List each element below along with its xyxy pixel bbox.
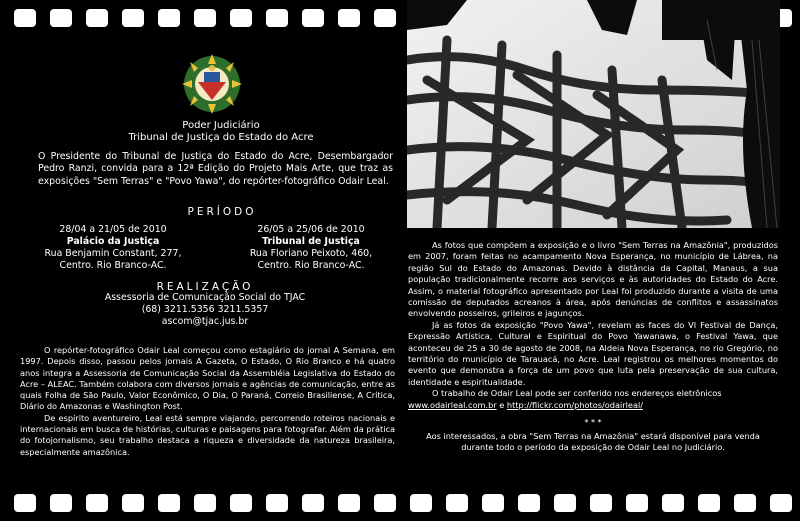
sprocket-hole	[626, 494, 648, 512]
bio-paragraph-1: O repórter-fotográfico Odair Leal começou como estagiário do jornal A Semana, em 1997. Depois disso, passou pelos jornais A Gazeta, O Estado, O Rio Branco e há quatro anos integra a Assessoria de Comunicação Social da Assembléia Legislativa do Estado do Acre – ALEAC. Também colabora com diversos jornais e agências de comunicação, entre as quais Folha de São Paulo, Valor Econômico, O Dia, O Paraná, Correio Brasiliense, A Crítica, Diário do Amazonas e Washington Post.	[20, 345, 395, 412]
sprocket-hole	[662, 494, 684, 512]
festival-dancers-shadows-photo	[407, 0, 780, 228]
sprocket-hole	[14, 9, 36, 27]
period-right-city: Centro. Rio Branco-AC.	[257, 260, 365, 271]
sprocket-hole	[158, 9, 180, 27]
period-left	[18, 224, 208, 272]
realizacao-org: Assessoria de Comunicação Social do TJAC	[104, 292, 306, 303]
sprocket-hole	[446, 494, 468, 512]
bio-text	[20, 345, 395, 458]
sprocket-hole	[302, 494, 324, 512]
realizacao-block	[80, 292, 330, 328]
right-text	[408, 240, 778, 453]
sprocket-hole	[50, 494, 72, 512]
sprocket-hole	[302, 9, 324, 27]
realizacao-email: ascom@tjac.jus.br	[161, 316, 249, 327]
sprocket-hole	[338, 9, 360, 27]
period-right-dates: 26/05 a 25/06 de 2010	[257, 224, 365, 235]
sprocket-hole	[50, 9, 72, 27]
sprocket-hole	[482, 494, 504, 512]
sprocket-hole	[554, 494, 576, 512]
right-paragraph-2: Já as fotos da exposição "Povo Yawa", revelam as faces do VI Festival de Dança, Expressão Artística, Cultural e Espiritual do Povo Yawanawa, o Festival Yawa, que aconteceu de 25 a 30 de agosto de 2008, na Aldeia Nova Esperança, no rio Gregório, no território do município de Tarauacá, no Acre. Leal registrou os melhores momentos do evento que demonstra a força de um povo que luta pela preservação de sua cultura, identidade e espiritualidade.	[408, 319, 778, 387]
period-left-city: Centro. Rio Branco-AC.	[59, 260, 167, 271]
sprocket-hole	[374, 9, 396, 27]
sprocket-hole	[410, 494, 432, 512]
sprocket-hole	[194, 9, 216, 27]
realizacao-title: REALIZAÇÃO	[156, 281, 254, 293]
org-line-2: Tribunal de Justiça do Estado do Acre	[128, 132, 314, 143]
sprocket-hole	[158, 494, 180, 512]
sprocket-hole	[698, 494, 720, 512]
sprocket-hole	[122, 494, 144, 512]
final-notice-line-1: Aos interessados, a obra "Sem Terras na Amazônia" estará disponível para venda	[426, 430, 760, 441]
sprocket-hole	[734, 494, 756, 512]
sprocket-hole	[86, 494, 108, 512]
right-paragraph-3: O trabalho de Odair Leal pode ser conferido nos endereços eletrônicos www.odairleal.com.br e http://flickr.com/photos/odairleal/	[408, 388, 722, 410]
odairleal-site-link[interactable]: www.odairleal.com.br	[408, 399, 497, 410]
realizacao-phones: (68) 3211.5356 3211.5357	[141, 304, 269, 315]
flickr-link[interactable]: http://flickr.com/photos/odairleal/	[506, 399, 644, 410]
org-line-1: Poder Judiciário	[182, 120, 260, 131]
sprocket-hole	[230, 494, 252, 512]
period-left-venue: Palácio da Justiça	[66, 236, 160, 247]
sprocket-hole	[590, 494, 612, 512]
sprocket-hole	[14, 494, 36, 512]
sprocket-hole	[266, 494, 288, 512]
period-left-dates: 28/04 a 21/05 de 2010	[59, 224, 167, 235]
sprocket-hole	[122, 9, 144, 27]
sprocket-hole	[374, 494, 396, 512]
final-notice-line-2: durante todo o período da exposição de Odair Leal no Judiciário.	[461, 441, 725, 452]
sprocket-hole	[266, 9, 288, 27]
sprocket-hole	[86, 9, 108, 27]
bio-paragraph-2: De espírito aventureiro, Leal está sempre viajando, percorrendo roteiros nacionais e internacionais em busca de histórias, culturas e paisagens para fotografar. Além da prática do fotojornalismo, seu trabalho destaca a riqueza e diversidade da natureza brasileira, especialmente amazônica.	[20, 412, 395, 457]
period-left-address: Rua Benjamin Constant, 277,	[44, 248, 182, 259]
sprocket-hole	[230, 9, 252, 27]
period-right	[216, 224, 406, 272]
separator-stars: * * *	[584, 418, 602, 428]
period-right-address: Rua Floriano Peixoto, 460,	[249, 248, 373, 259]
intro-text: O Presidente do Tribunal de Justiça do Estado do Acre, Desembargador Pedro Ranzi, convida para a 12ª Edição do Projeto Mais Arte, que traz as exposições "Sem Terras" e "Povo Yawa", do repórter-fotográfico Odair Leal.	[38, 151, 393, 187]
right-paragraph-1: As fotos que compõem a exposição e o livro "Sem Terras na Amazônia", produzidos em 2007, foram feitas no acampamento Nova Esperança, no município de Lábrea, na região Sul do Estado do Amazonas. Devido à distância da Capital, Manaus, a sua população tradicionalmente recorre aos serviços e às autoridades do Estado do Acre. Assim, o material fotográfico apresentado por Leal foi produzido durante a visita de uma comissão de deputados acreanos à área, após denúncias de conflitos e assassinatos envolvendo posseiros, grileiros e jagunços.	[408, 240, 778, 319]
sprocket-hole	[338, 494, 360, 512]
acre-state-coat-of-arms-icon	[178, 52, 246, 116]
sprocket-hole	[194, 494, 216, 512]
header-org	[40, 120, 402, 144]
film-strip-bottom	[0, 485, 800, 521]
sprocket-hole	[518, 494, 540, 512]
periodo-title: PERÍODO	[187, 206, 257, 218]
sprocket-hole	[770, 494, 792, 512]
final-notice	[408, 431, 778, 454]
period-right-venue: Tribunal de Justiça	[262, 236, 360, 247]
